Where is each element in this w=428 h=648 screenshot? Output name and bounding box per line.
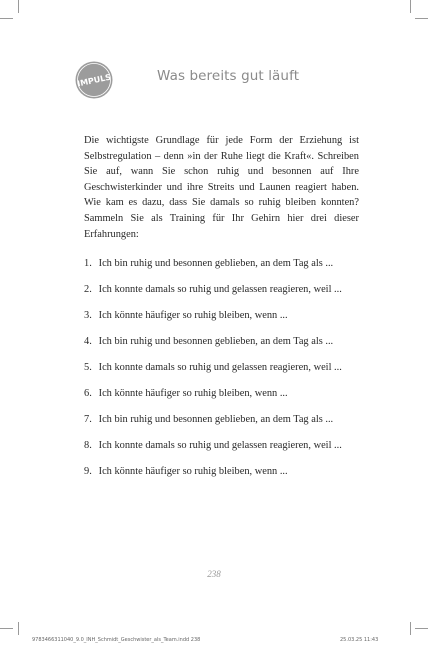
- item-text: Ich könnte häufiger so ruhig bleiben, wenn ...: [98, 310, 288, 321]
- item-number: 4.: [84, 336, 92, 347]
- item-text: Ich bin ruhig und besonnen geblieben, an dem Tag als ...: [98, 414, 334, 425]
- footer-file-info: 9783466311040_9.0_INH_Schmidt_Geschwister_als_Team.indd 238: [32, 637, 201, 643]
- crop-mark: [415, 18, 428, 19]
- footer-timestamp: 25.03.25 11:43: [340, 637, 379, 643]
- crop-mark: [415, 628, 428, 629]
- item-number: 6.: [84, 388, 92, 399]
- intro-paragraph: Die wichtigste Grundlage für jede Form der Erziehung ist Selbstregulation – denn »in der Ruhe liegt die Kraft«. Schreiben Sie auf, wann Sie schon ruhig und besonnen auf Ihre Geschwisterkinder und ihre Streits und Launen reagiert haben. Wie kam es dazu, dass Sie damals so ruhig bleiben konnten? Sammeln Sie als Training für Ihr Gehirn hier drei dieser Erfahrungen:: [84, 135, 359, 240]
- item-number: 8.: [84, 440, 92, 451]
- item-text: Ich könnte häufiger so ruhig bleiben, wenn ...: [98, 466, 288, 477]
- item-text: Ich könnte häufiger so ruhig bleiben, wenn ...: [98, 388, 288, 399]
- list-item: [84, 388, 288, 399]
- item-text: Ich bin ruhig und besonnen geblieben, an dem Tag als ...: [98, 336, 334, 347]
- item-text: Ich konnte damals so ruhig und gelassen reagieren, weil ...: [98, 284, 342, 295]
- item-number: 5.: [84, 362, 92, 373]
- list-item: [84, 414, 333, 425]
- list-item: [84, 284, 342, 295]
- item-number: 9.: [84, 466, 92, 477]
- list-item: [84, 466, 288, 477]
- item-number: 2.: [84, 284, 92, 295]
- crop-mark: [18, 0, 19, 13]
- crop-mark: [410, 0, 411, 13]
- impuls-badge-icon: [74, 60, 114, 100]
- crop-mark: [0, 628, 13, 629]
- list-item: [84, 440, 342, 451]
- impuls-badge: [74, 60, 114, 100]
- section-heading: Was bereits gut läuft: [157, 68, 300, 84]
- list-item: [84, 310, 288, 321]
- impuls-badge-text: IMPULS: [76, 72, 112, 89]
- crop-mark: [0, 18, 13, 19]
- page-number: 238: [207, 569, 221, 579]
- list-item: [84, 336, 333, 347]
- item-text: Ich konnte damals so ruhig und gelassen reagieren, weil ...: [98, 362, 342, 373]
- crop-mark: [18, 622, 19, 635]
- item-text: Ich konnte damals so ruhig und gelassen reagieren, weil ...: [98, 440, 342, 451]
- crop-mark: [410, 622, 411, 635]
- item-number: 3.: [84, 310, 92, 321]
- list-item: [84, 258, 333, 269]
- item-number: 7.: [84, 414, 92, 425]
- item-text: Ich bin ruhig und besonnen geblieben, an dem Tag als ...: [98, 258, 334, 269]
- list-item: [84, 362, 342, 373]
- item-number: 1.: [84, 258, 92, 269]
